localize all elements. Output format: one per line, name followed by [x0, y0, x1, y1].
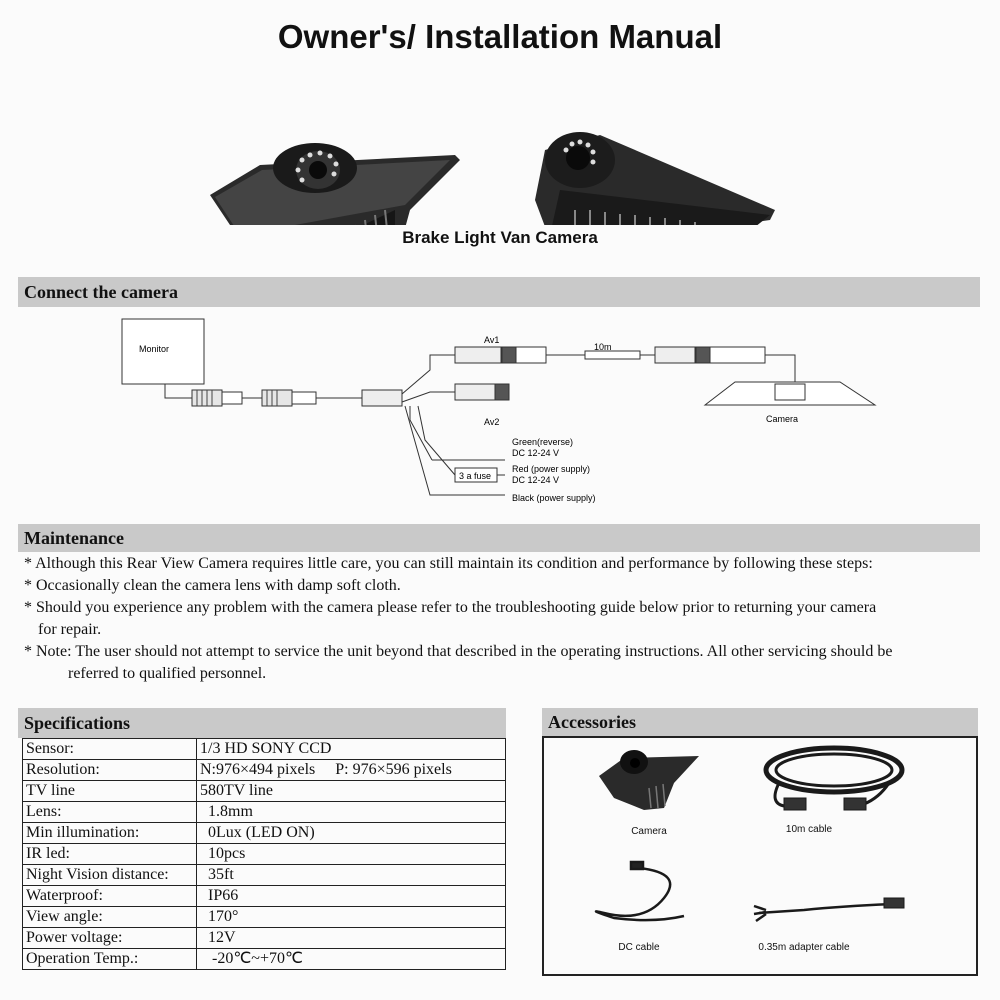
accessory-10m-cable-image — [766, 748, 902, 810]
spec-value: 1.8mm — [197, 802, 506, 823]
camera-label: Camera — [766, 414, 799, 424]
spec-value: IP66 — [197, 886, 506, 907]
spec-label: Operation Temp.: — [23, 949, 197, 970]
av1-label: Av1 — [484, 335, 500, 345]
accessory-camera-image — [599, 750, 699, 810]
accessory-10m-cable-label: 10m cable — [785, 824, 833, 835]
fuse-label: 3 a fuse — [459, 471, 492, 481]
accessories-illustrations — [544, 738, 976, 974]
specifications-table — [22, 738, 506, 970]
table-row — [23, 802, 506, 823]
red-wire-voltage: DC 12-24 V — [512, 475, 560, 485]
spec-label: IR led: — [23, 844, 197, 865]
cable-length-label: 10m — [594, 342, 612, 352]
table-row — [23, 865, 506, 886]
black-wire-label: Black (power supply) — [512, 493, 596, 503]
table-row — [23, 844, 506, 865]
spec-label: TV line — [23, 781, 197, 802]
accessory-camera-label: Camera — [631, 826, 667, 837]
spec-value: 1/3 HD SONY CCD — [197, 739, 506, 760]
product-photos — [0, 60, 1000, 225]
specifications-heading: Specifications — [18, 708, 506, 738]
spec-value: 10pcs — [197, 844, 506, 865]
accessories-box — [542, 736, 978, 976]
maintenance-item: * Note: The user should not attempt to service the unit beyond that described in the operating instructions. All other servicing should be — [24, 643, 893, 660]
spec-label: Min illumination: — [23, 823, 197, 844]
spec-label: Lens: — [23, 802, 197, 823]
spec-label: Night Vision distance: — [23, 865, 197, 886]
accessory-adapter-cable-image — [754, 898, 904, 921]
accessory-adapter-cable-label: 0.35m adapter cable — [758, 942, 850, 953]
camera-photo-left — [210, 143, 460, 225]
accessories-heading: Accessories — [542, 708, 978, 736]
spec-value: 580TV line — [197, 781, 506, 802]
maintenance-item: * Occasionally clean the camera lens with damp soft cloth. — [24, 577, 401, 594]
table-row — [23, 760, 506, 781]
accessory-dc-cable-image — [596, 862, 684, 920]
spec-value: N:976×494 pixels P: 976×596 pixels — [197, 760, 506, 781]
monitor-label: Monitor — [139, 344, 170, 354]
green-wire-voltage: DC 12-24 V — [512, 448, 560, 458]
product-caption: Brake Light Van Camera — [402, 228, 598, 247]
spec-label: Power voltage: — [23, 928, 197, 949]
maintenance-item-continued: referred to qualified personnel. — [68, 665, 267, 682]
spec-value: 12V — [197, 928, 506, 949]
table-row — [23, 886, 506, 907]
table-row — [23, 739, 506, 760]
table-row — [23, 949, 506, 970]
spec-label: View angle: — [23, 907, 197, 928]
green-wire-label: Green(reverse) — [512, 437, 574, 447]
av2-label: Av2 — [484, 417, 500, 427]
maintenance-item-continued: for repair. — [38, 621, 102, 638]
spec-value: 170° — [197, 907, 506, 928]
spec-value: -20℃~+70℃ — [197, 949, 506, 970]
spec-label: Sensor: — [23, 739, 197, 760]
maintenance-item: * Should you experience any problem with the camera please refer to the troubleshooting guide below prior to returning your camera — [24, 599, 877, 616]
maintenance-heading: Maintenance — [18, 524, 980, 552]
spec-value: 0Lux (LED ON) — [197, 823, 506, 844]
table-row — [23, 781, 506, 802]
wiring-diagram — [0, 310, 1000, 515]
spec-value: 35ft — [197, 865, 506, 886]
red-wire-label: Red (power supply) — [512, 464, 591, 474]
table-row — [23, 823, 506, 844]
document-title: Owner's/ Installation Manual — [277, 18, 723, 55]
table-row — [23, 907, 506, 928]
table-row — [23, 928, 506, 949]
spec-label: Waterproof: — [23, 886, 197, 907]
camera-photo-right — [535, 132, 775, 225]
spec-label: Resolution: — [23, 760, 197, 781]
connect-heading: Connect the camera — [18, 277, 980, 307]
maintenance-item: * Although this Rear View Camera requires little care, you can still maintain its condition and performance by following these steps: — [24, 555, 873, 572]
maintenance-list — [24, 553, 984, 685]
accessory-dc-cable-label: DC cable — [618, 942, 660, 953]
